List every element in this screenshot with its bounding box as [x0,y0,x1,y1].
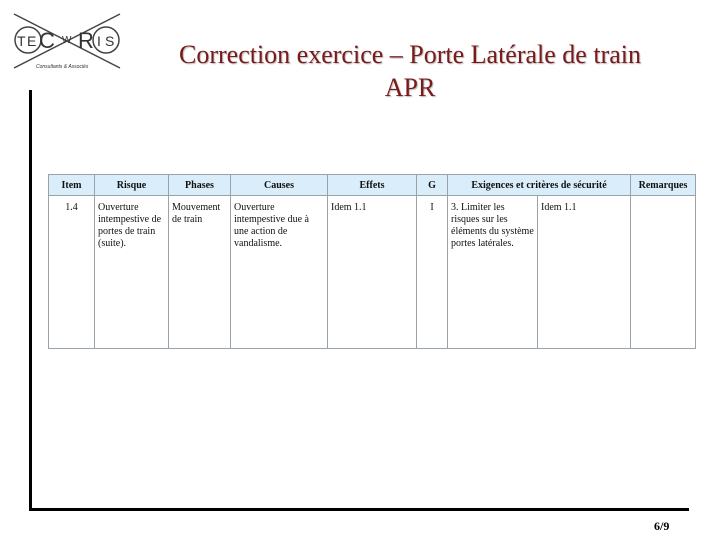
col-header-remarques: Remarques [631,175,696,196]
page-number: 6/9 [654,519,670,533]
col-header-g: G [417,175,448,196]
logo-tagline: Consultants & Associés [36,64,89,70]
svg-text:W: W [62,35,72,46]
col-header-risque: Risque [95,175,169,196]
cell-phases: Mouvement de train [169,196,231,349]
cell-exigences-2: Idem 1.1 [538,196,631,349]
col-header-causes: Causes [231,175,328,196]
left-frame-bar [29,90,32,510]
cell-exigences-1: 3. Limiter les risques sur les éléments du système portes latérales. [448,196,538,349]
svg-text:S: S [105,33,115,49]
title-line-1: Correction exercice – Porte Latérale de train [179,40,641,69]
cell-effets: Idem 1.1 [328,196,417,349]
bottom-frame-bar [29,508,689,511]
cell-item: 1.4 [49,196,95,349]
company-logo [8,10,126,74]
svg-text:R: R [78,28,94,53]
slide-title [130,38,690,104]
table-row [49,196,696,349]
svg-text:E: E [27,33,37,49]
col-header-effets: Effets [328,175,417,196]
table-header-row [49,175,696,196]
col-header-item: Item [49,175,95,196]
apr-table [48,174,696,349]
cell-causes: Ouverture intempestive due à une action de vandalisme. [231,196,328,349]
cell-risque: Ouverture intempestive de portes de train (suite). [95,196,169,349]
cell-remarques [631,196,696,349]
svg-text:I: I [97,33,101,49]
cell-g: I [417,196,448,349]
col-header-exigences: Exigences et critères de sécurité [448,175,631,196]
svg-text:C: C [39,28,55,53]
col-header-phases: Phases [169,175,231,196]
title-line-2: APR [384,73,436,102]
svg-text:T: T [17,33,26,49]
